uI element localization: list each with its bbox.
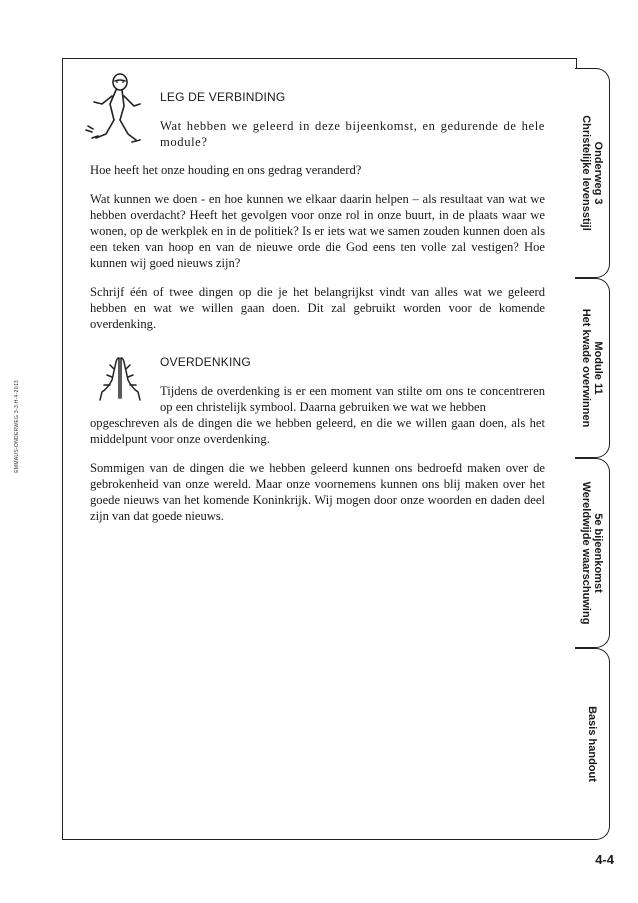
heading-leg-de-verbinding: LEG DE VERBINDING xyxy=(160,90,286,104)
page-number: 4-4 xyxy=(595,852,614,867)
tab-title: Basis handout xyxy=(586,706,598,782)
side-note: EMMAUS-ONDERWEG 3-3.H-4-2013 xyxy=(14,380,20,473)
heading-overdenking: OVERDENKING xyxy=(160,355,251,369)
tab-subtitle: Wereldwijde waarschuwing xyxy=(580,481,592,625)
body-paragraph: Schrijf één of twee dingen op die je het belangrijkst vindt van alles wat we geleerd hebben en wat we willen gaan doen. Dit zal gebruikt worden voor de komende overdenking. xyxy=(90,285,545,331)
praying-hands-icon xyxy=(98,355,142,405)
tab-module[interactable] xyxy=(575,278,610,458)
tab-title: Onderweg 3 xyxy=(592,141,604,205)
body-paragraph: opgeschreven als de dingen die we hebben geleerd, en die we willen gaan doen, als het middelpunt voor onze overdenking. xyxy=(90,416,545,446)
tab-onderweg[interactable] xyxy=(575,68,610,278)
tab-subtitle: Christelijke levensstijl xyxy=(580,115,592,231)
tab-basis-handout[interactable] xyxy=(575,648,610,840)
body-paragraph: Wat kunnen we doen - en hoe kunnen we elkaar daarin helpen – als resultaat van wat we hebben overdacht? Heeft het gevolgen voor onze rol in onze buurt, in de plaats waar we wonen, op de werkplek en in de politiek? Is er iets wat we samen zouden kunnen doen als een teken van hoop en van de nieuwe orde die God eens ten volle zal vestigen? Hoe kunnen wij goed nieuws zijn? xyxy=(90,192,545,270)
body-paragraph: Tijdens de overdenking is er een moment van stilte om ons te concentreren op een christelijk symbool. Daarna gebruiken we wat we hebben xyxy=(160,384,545,414)
body-paragraph: Hoe heeft het onze houding en ons gedrag veranderd? xyxy=(90,163,362,177)
tab-title: Module 11 xyxy=(592,341,604,395)
tab-bijeenkomst[interactable] xyxy=(575,458,610,648)
body-paragraph: Sommigen van de dingen die we hebben geleerd kunnen ons bedroefd maken over de gebrokenheid van onze wereld. Maar onze voornemens kunnen ons blij maken over het goede nieuws van het komende Koninkrijk. Wij mogen door onze woorden en daden deel zijn van dat goede nieuws. xyxy=(90,461,545,523)
tab-title: 5e bijeenkomst xyxy=(592,513,604,593)
walking-man-icon xyxy=(82,72,148,154)
intro-text: Wat hebben we geleerd in deze bijeenkomst, en gedurende de hele module? xyxy=(160,119,545,149)
tab-subtitle: Het kwade overwinnen xyxy=(580,308,592,428)
section-tabs xyxy=(575,58,611,838)
